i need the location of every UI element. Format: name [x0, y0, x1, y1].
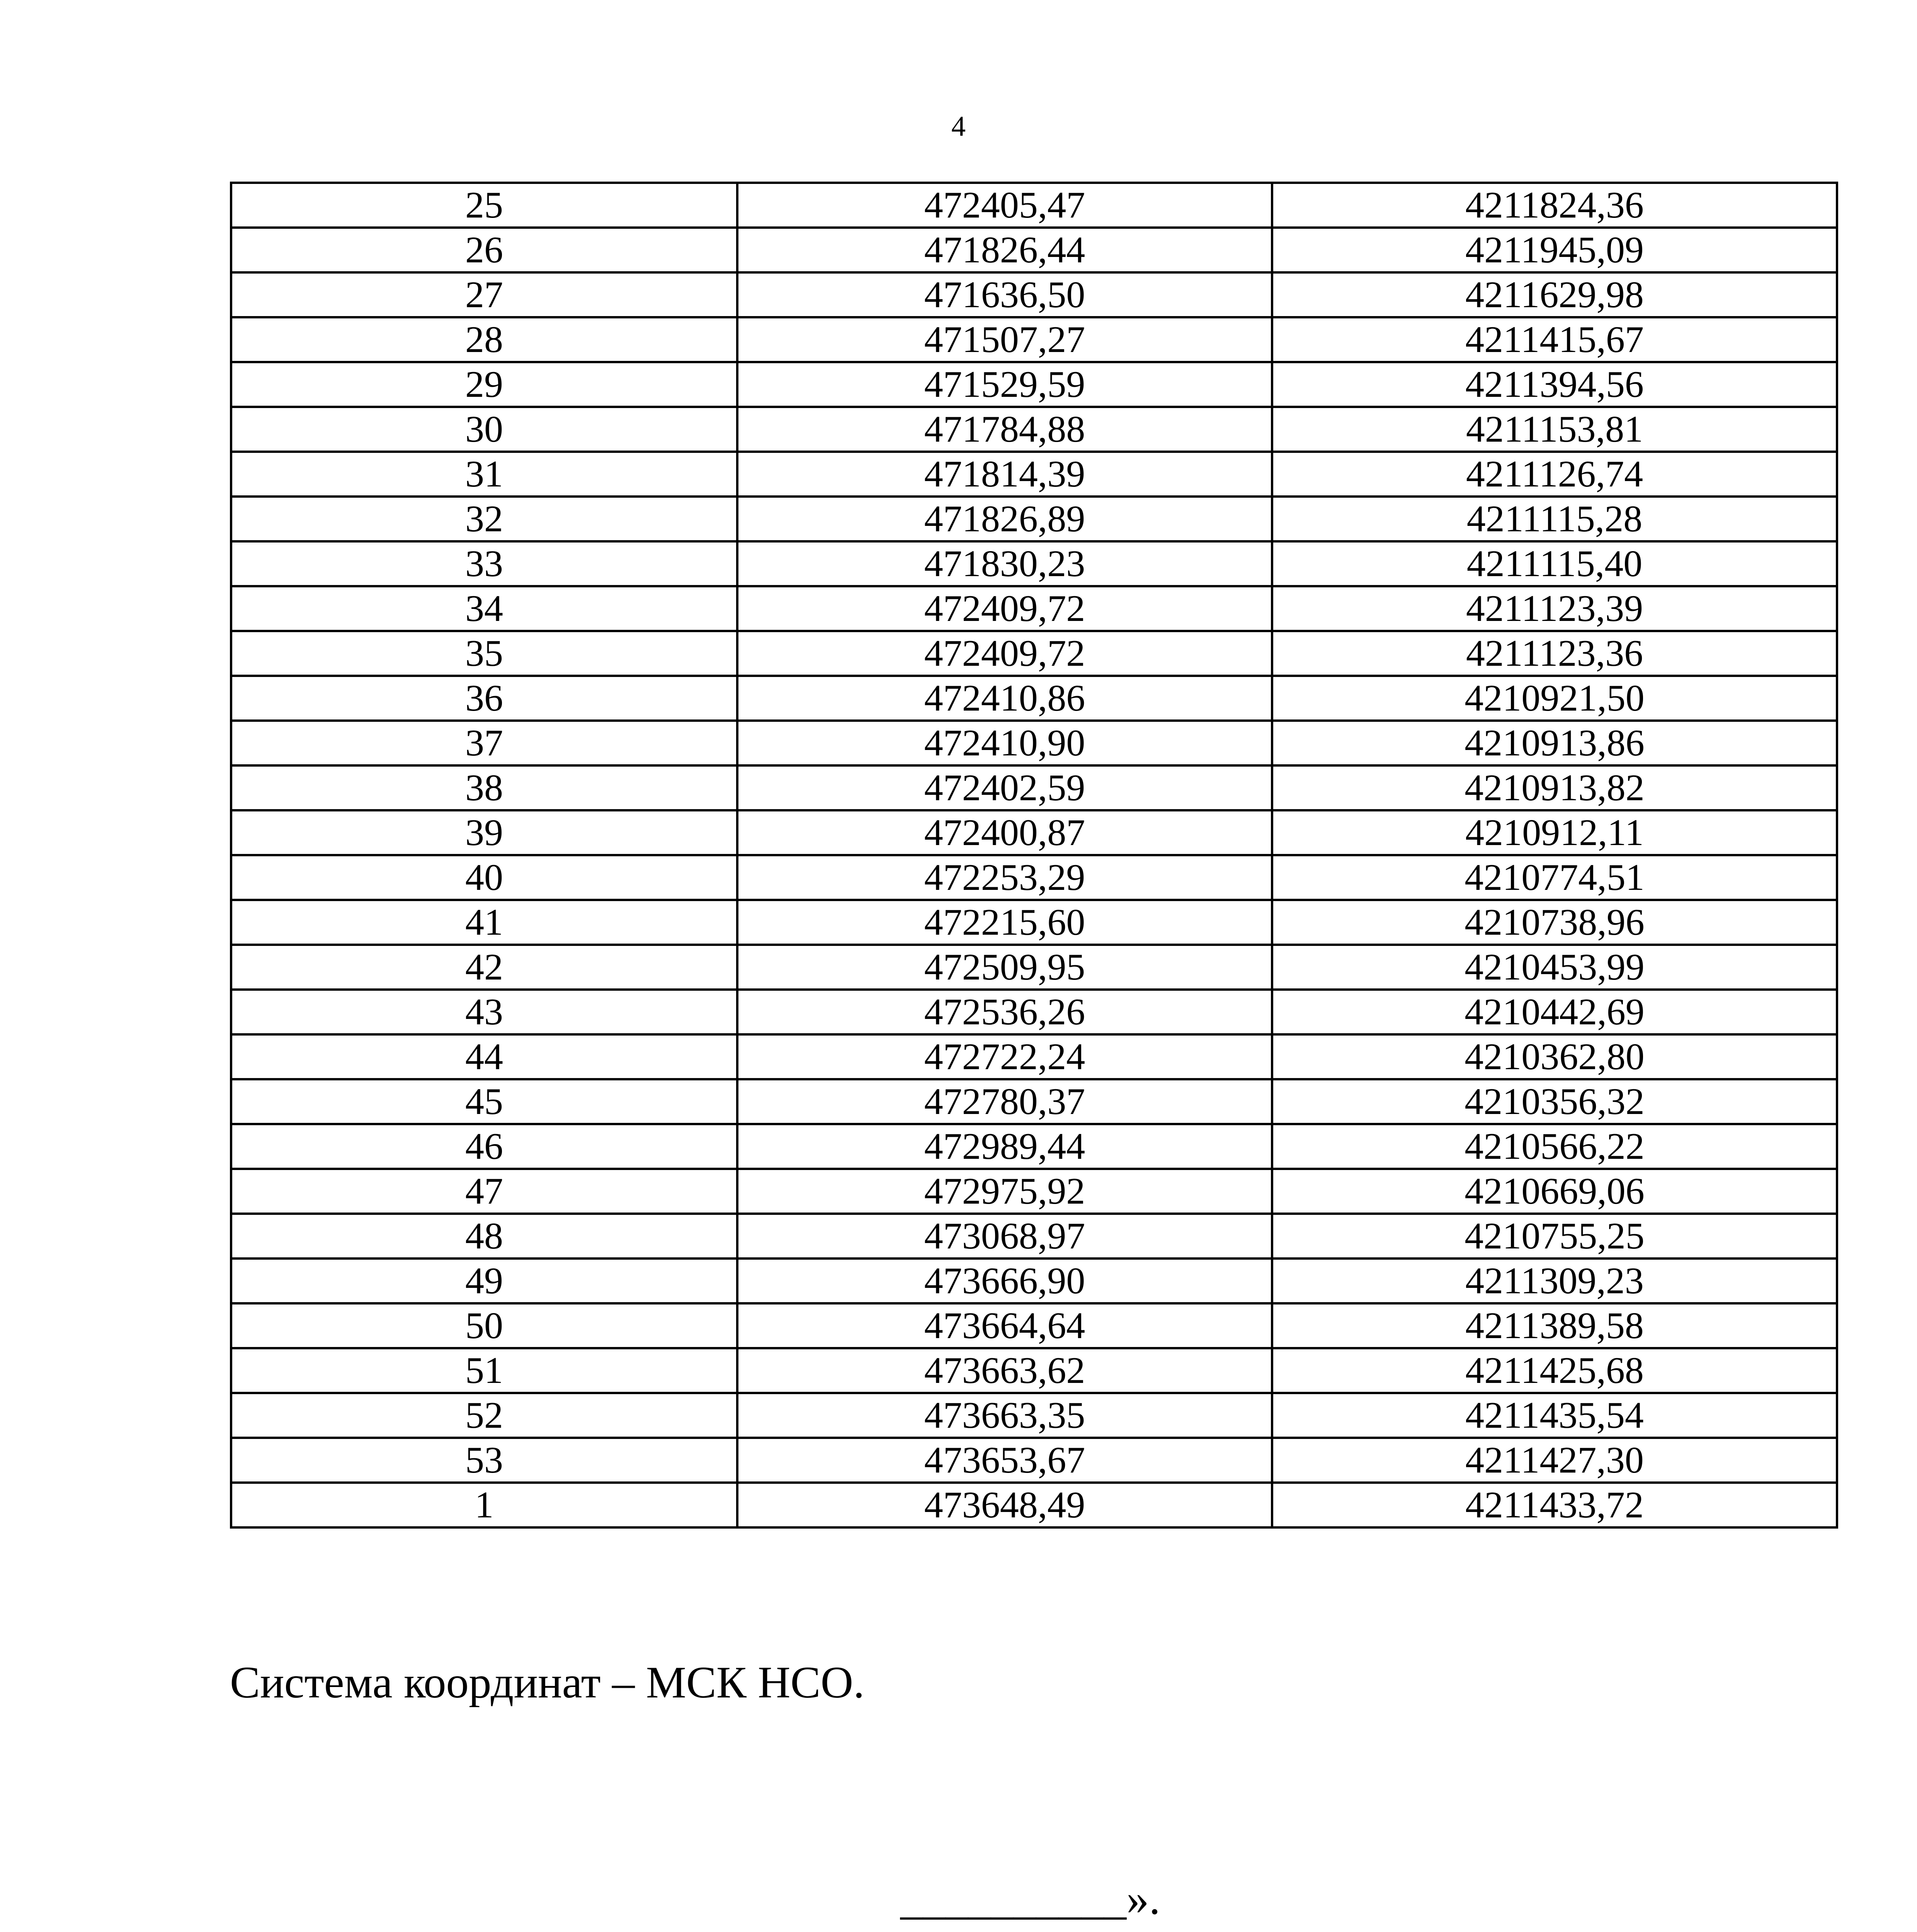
y-coordinate-cell: 4210356,32 [1272, 1079, 1837, 1124]
coordinate-system-note: Система координат – МСК НСО. [230, 1658, 865, 1708]
y-coordinate-cell: 4210669,06 [1272, 1169, 1837, 1214]
y-coordinate-cell: 4211945,09 [1272, 228, 1837, 272]
point-number-cell: 45 [231, 1079, 737, 1124]
table-row [231, 855, 1837, 900]
x-coordinate-cell: 473068,97 [737, 1214, 1272, 1259]
x-coordinate-cell: 471826,44 [737, 228, 1272, 272]
x-coordinate-cell: 472780,37 [737, 1079, 1272, 1124]
coordinates-table [230, 182, 1838, 1529]
table-row [231, 497, 1837, 541]
x-coordinate-cell: 471636,50 [737, 272, 1272, 317]
point-number-cell: 34 [231, 586, 737, 631]
y-coordinate-cell: 4210566,22 [1272, 1124, 1837, 1169]
y-coordinate-cell: 4210362,80 [1272, 1034, 1837, 1079]
y-coordinate-cell: 4210774,51 [1272, 855, 1837, 900]
point-number-cell: 46 [231, 1124, 737, 1169]
x-coordinate-cell: 472536,26 [737, 990, 1272, 1034]
y-coordinate-cell: 4211425,68 [1272, 1348, 1837, 1393]
point-number-cell: 38 [231, 765, 737, 810]
y-coordinate-cell: 4210912,11 [1272, 810, 1837, 855]
y-coordinate-cell: 4211309,23 [1272, 1259, 1837, 1303]
x-coordinate-cell: 472410,86 [737, 676, 1272, 721]
closing-mark: __________». [900, 1874, 1160, 1924]
point-number-cell: 26 [231, 228, 737, 272]
point-number-cell: 36 [231, 676, 737, 721]
table-row [231, 676, 1837, 721]
y-coordinate-cell: 4210921,50 [1272, 676, 1837, 721]
y-coordinate-cell: 4211433,72 [1272, 1483, 1837, 1527]
x-coordinate-cell: 472215,60 [737, 900, 1272, 945]
y-coordinate-cell: 4211824,36 [1272, 183, 1837, 228]
y-coordinate-cell: 4211435,54 [1272, 1393, 1837, 1438]
x-coordinate-cell: 472409,72 [737, 631, 1272, 676]
point-number-cell: 29 [231, 362, 737, 407]
table-row [231, 1303, 1837, 1348]
coordinates-table-body [231, 183, 1837, 1527]
x-coordinate-cell: 472405,47 [737, 183, 1272, 228]
table-row [231, 1393, 1837, 1438]
x-coordinate-cell: 471814,39 [737, 452, 1272, 497]
table-row [231, 541, 1837, 586]
point-number-cell: 35 [231, 631, 737, 676]
y-coordinate-cell: 4211153,81 [1272, 407, 1837, 452]
table-row [231, 765, 1837, 810]
y-coordinate-cell: 4211415,67 [1272, 317, 1837, 362]
page-number: 4 [951, 111, 966, 142]
x-coordinate-cell: 473648,49 [737, 1483, 1272, 1527]
table-row [231, 721, 1837, 765]
y-coordinate-cell: 4211123,39 [1272, 586, 1837, 631]
x-coordinate-cell: 472989,44 [737, 1124, 1272, 1169]
y-coordinate-cell: 4210755,25 [1272, 1214, 1837, 1259]
y-coordinate-cell: 4210738,96 [1272, 900, 1837, 945]
point-number-cell: 44 [231, 1034, 737, 1079]
x-coordinate-cell: 472402,59 [737, 765, 1272, 810]
point-number-cell: 37 [231, 721, 737, 765]
point-number-cell: 1 [231, 1483, 737, 1527]
x-coordinate-cell: 471529,59 [737, 362, 1272, 407]
table-row [231, 990, 1837, 1034]
y-coordinate-cell: 4211389,58 [1272, 1303, 1837, 1348]
y-coordinate-cell: 4211115,40 [1272, 541, 1837, 586]
table-row [231, 1438, 1837, 1483]
point-number-cell: 47 [231, 1169, 737, 1214]
table-row [231, 1214, 1837, 1259]
point-number-cell: 42 [231, 945, 737, 990]
y-coordinate-cell: 4210913,86 [1272, 721, 1837, 765]
y-coordinate-cell: 4211115,28 [1272, 497, 1837, 541]
y-coordinate-cell: 4211394,56 [1272, 362, 1837, 407]
table-row [231, 317, 1837, 362]
table-row [231, 1259, 1837, 1303]
x-coordinate-cell: 471784,88 [737, 407, 1272, 452]
x-coordinate-cell: 473663,62 [737, 1348, 1272, 1393]
x-coordinate-cell: 472253,29 [737, 855, 1272, 900]
table-row [231, 1079, 1837, 1124]
point-number-cell: 31 [231, 452, 737, 497]
point-number-cell: 32 [231, 497, 737, 541]
point-number-cell: 43 [231, 990, 737, 1034]
y-coordinate-cell: 4211123,36 [1272, 631, 1837, 676]
point-number-cell: 30 [231, 407, 737, 452]
table-row [231, 1483, 1837, 1527]
table-row [231, 631, 1837, 676]
point-number-cell: 33 [231, 541, 737, 586]
point-number-cell: 49 [231, 1259, 737, 1303]
point-number-cell: 28 [231, 317, 737, 362]
x-coordinate-cell: 471826,89 [737, 497, 1272, 541]
y-coordinate-cell: 4211427,30 [1272, 1438, 1837, 1483]
y-coordinate-cell: 4211126,74 [1272, 452, 1837, 497]
table-row [231, 452, 1837, 497]
table-row [231, 1124, 1837, 1169]
x-coordinate-cell: 473663,35 [737, 1393, 1272, 1438]
point-number-cell: 53 [231, 1438, 737, 1483]
point-number-cell: 39 [231, 810, 737, 855]
table-row [231, 228, 1837, 272]
table-row [231, 586, 1837, 631]
y-coordinate-cell: 4211629,98 [1272, 272, 1837, 317]
table-row [231, 183, 1837, 228]
x-coordinate-cell: 472410,90 [737, 721, 1272, 765]
point-number-cell: 25 [231, 183, 737, 228]
point-number-cell: 52 [231, 1393, 737, 1438]
y-coordinate-cell: 4210453,99 [1272, 945, 1837, 990]
table-row [231, 945, 1837, 990]
x-coordinate-cell: 472509,95 [737, 945, 1272, 990]
x-coordinate-cell: 472409,72 [737, 586, 1272, 631]
x-coordinate-cell: 472400,87 [737, 810, 1272, 855]
x-coordinate-cell: 473653,67 [737, 1438, 1272, 1483]
x-coordinate-cell: 472722,24 [737, 1034, 1272, 1079]
table-row [231, 1169, 1837, 1214]
table-row [231, 810, 1837, 855]
point-number-cell: 27 [231, 272, 737, 317]
table-row [231, 1034, 1837, 1079]
y-coordinate-cell: 4210442,69 [1272, 990, 1837, 1034]
point-number-cell: 50 [231, 1303, 737, 1348]
y-coordinate-cell: 4210913,82 [1272, 765, 1837, 810]
table-row [231, 407, 1837, 452]
table-row [231, 272, 1837, 317]
table-row [231, 362, 1837, 407]
point-number-cell: 51 [231, 1348, 737, 1393]
x-coordinate-cell: 471507,27 [737, 317, 1272, 362]
x-coordinate-cell: 472975,92 [737, 1169, 1272, 1214]
point-number-cell: 41 [231, 900, 737, 945]
point-number-cell: 48 [231, 1214, 737, 1259]
x-coordinate-cell: 473664,64 [737, 1303, 1272, 1348]
table-row [231, 900, 1837, 945]
point-number-cell: 40 [231, 855, 737, 900]
table-row [231, 1348, 1837, 1393]
x-coordinate-cell: 473666,90 [737, 1259, 1272, 1303]
x-coordinate-cell: 471830,23 [737, 541, 1272, 586]
